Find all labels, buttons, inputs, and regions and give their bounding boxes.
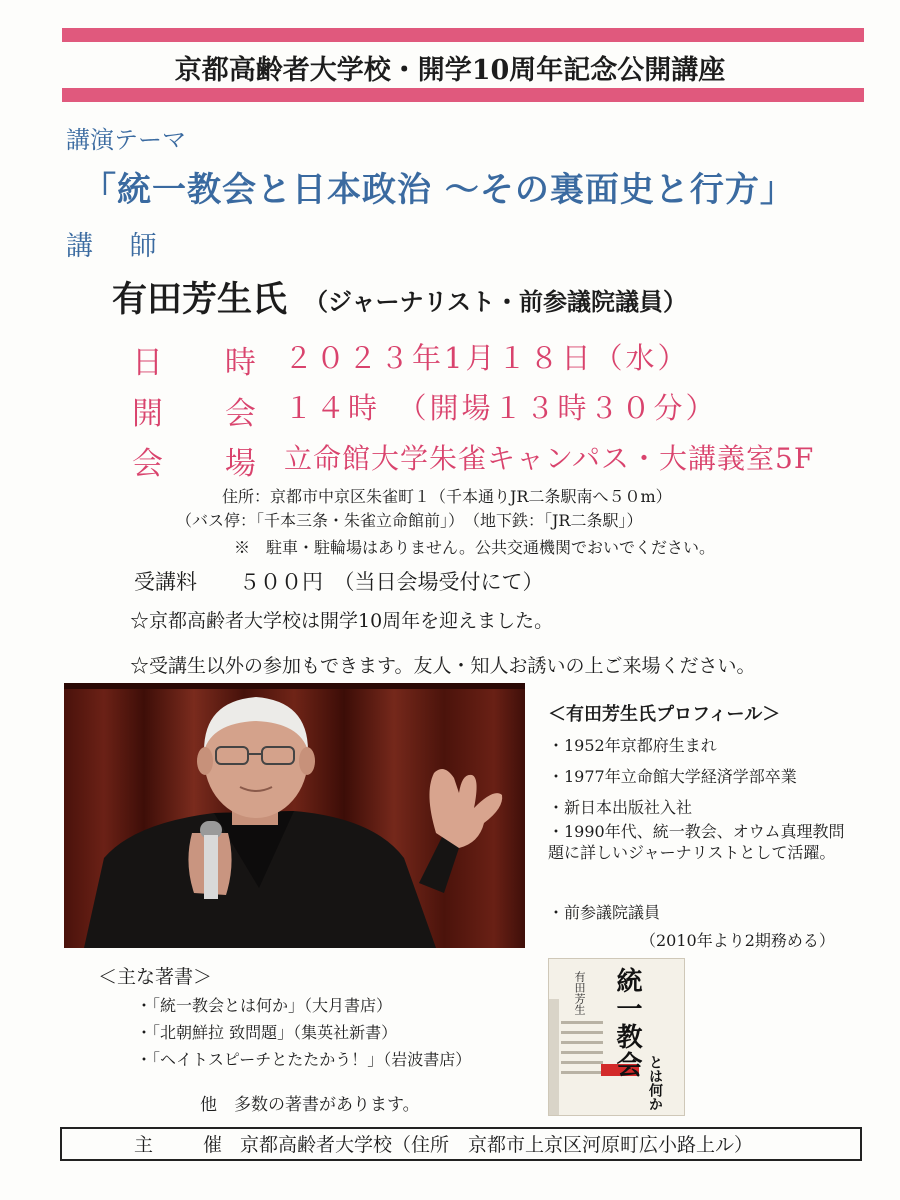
start-time-label: 開 会 <box>132 396 282 432</box>
profile-item: ・1952年京都府生まれ <box>548 736 717 755</box>
organizer-label: 主 催 <box>134 1134 245 1156</box>
work-item: ・「北朝鮮拉 致問題」（集英社新書） <box>136 1023 398 1042</box>
lecturer-label: 講 師 <box>66 231 171 262</box>
note-anniversary: ☆京都高齢者大学校は開学10周年を迎えました。 <box>130 610 554 632</box>
parking-notice: ※ 駐車・駐輪場はありません。公共交通機関でおいでください。 <box>234 538 715 557</box>
profile-item: ・1990年代、統一教会、オウム真理教問題に詳しいジャーナリストとして活躍。 <box>548 822 845 862</box>
organizer-text: 京都高齢者大学校（住所 京都市上京区河原町広小路上ル） <box>240 1134 754 1156</box>
venue-address: 住所：京都市中京区朱雀町１（千本通りJR二条駅南へ５０m） <box>222 487 672 506</box>
date-label: 日 時 <box>132 345 282 381</box>
book-title-main: 統一教会 <box>612 967 642 1079</box>
profile-item: ・新日本出版社入社 <box>548 798 693 817</box>
lecture-title: 「統一教会と日本政治 ～その裏面史と行方」 <box>82 170 795 210</box>
book-title-sub: とは何か <box>647 1055 663 1111</box>
profile-item: ・前参議院議員 <box>548 903 661 922</box>
lecturer-name: 有田芳生氏 <box>112 279 288 320</box>
profile-item-note: （2010年より2期務める） <box>640 931 835 950</box>
work-item: ・「ヘイトスピーチとたたかう！」（岩波書店） <box>136 1050 472 1069</box>
theme-label: 講演テーマ <box>66 126 186 154</box>
book-author: 有田芳生 <box>573 971 586 1015</box>
header-bottom-band <box>62 88 864 102</box>
fee-info: 受講料 ５００円 （当日会場受付にて） <box>134 570 544 594</box>
note-open-participation: ☆受講生以外の参加もできます。友人・知人お誘いの上ご来場ください。 <box>130 655 756 677</box>
works-other: 他 多数の著書があります。 <box>200 1095 420 1115</box>
works-heading: ＜主な著書＞ <box>98 966 213 988</box>
header-top-band <box>62 28 864 42</box>
profile-item: ・1977年立命館大学経済学部卒業 <box>548 767 797 786</box>
header-title: 京都高齢者大学校・開学10周年記念公開講座 <box>174 55 726 86</box>
lecturer-photo <box>64 683 525 948</box>
start-time-value: １４時 （開場１３時３０分） <box>284 391 718 425</box>
work-item: ・「統一教会とは何か」（大月書店） <box>136 996 393 1015</box>
profile-heading: ＜有田芳生氏プロフィール＞ <box>548 704 781 725</box>
book-cover-image <box>548 958 685 1116</box>
transit-info: （バス停：「千本三条・朱雀立命館前」） （地下鉄：「JR二条駅」） <box>176 511 643 530</box>
lecturer-title: （ジャーナリスト・前参議院議員） <box>304 287 688 316</box>
venue-value: 立命館大学朱雀キャンパス・大講義室5F <box>284 442 815 475</box>
venue-label: 会 場 <box>132 446 282 482</box>
date-value: ２０２３年1月１８日（水） <box>284 341 690 375</box>
